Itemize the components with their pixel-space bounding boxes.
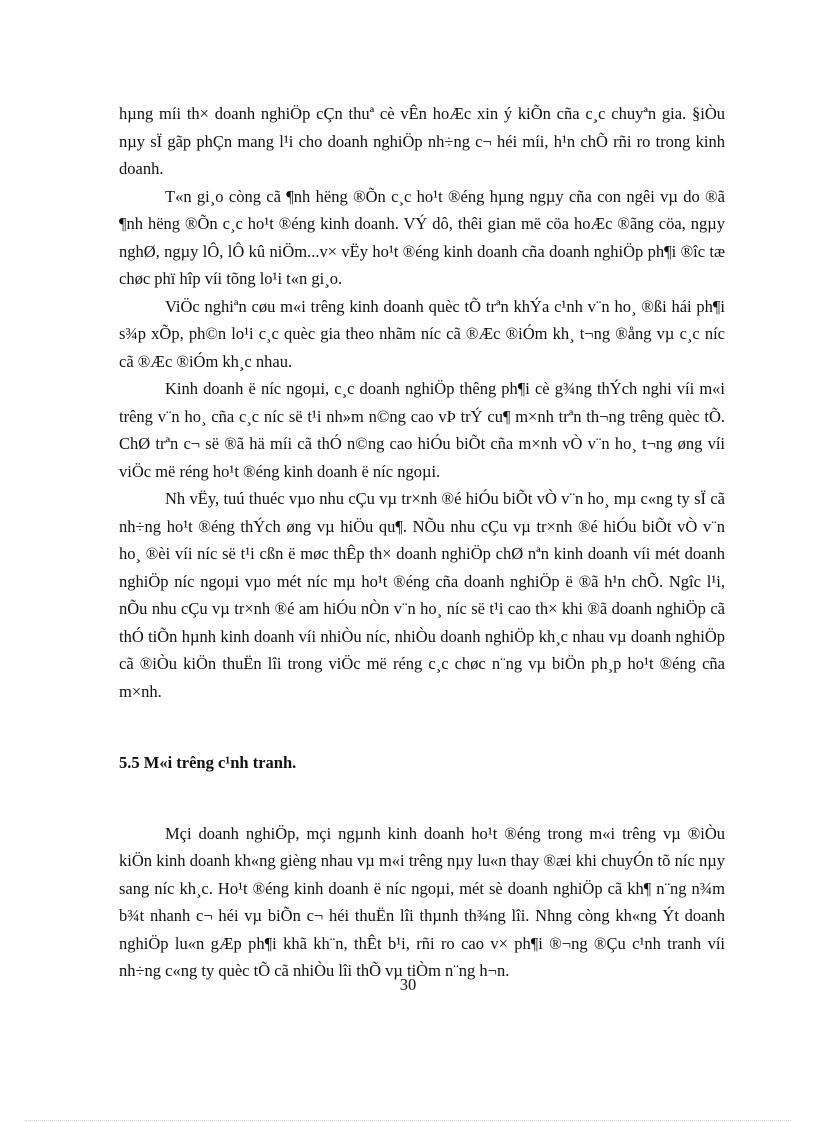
body-paragraph: ViÖc nghiªn cøu m«i trêng kinh doanh quèc tÕ trªn khÝa c¹nh v¨n ho¸ ®ßi hái ph¶i s¾p xÕp, ph©n lo¹i c¸c quèc gia theo nhãm níc cã ®Æc ®iÓm kh¸ t¬ng ®ång vµ c¸c níc cã ®Æc ®iÓm kh¸c nhau. (119, 296, 725, 371)
body-paragraph: Mçi doanh nghiÖp, mçi ngµnh kinh doanh ho¹t ®éng trong m«i trêng vµ ®iÒu kiÖn kinh doanh kh«ng gièng nhau vµ m«i trêng nµy lu«n thay ®æi khi chuyÓn tõ níc nµy sang níc kh¸c. Ho¹t ®éng kinh doanh ë níc ngoµi, mét sè doanh nghiÖp cã kh¶ n¨ng n¾m b¾t nhanh c¬ héi vµ biÕn c¬ héi thuËn lîi thµnh th¾ng lîi. Nhng còng kh«ng Ýt doanh nghiÖp lu«n gÆp ph¶i khã kh¨n, thÊt b¹i, rñi ro cao v× ph¶i ®¬ng ®Çu c¹nh tranh víi nh÷ng c«ng ty quèc tÕ cã nhiÒu lîi thÕ vµ tiÒm n¨ng h¬n. (119, 823, 725, 980)
body-paragraph: Kinh doanh ë níc ngoµi, c¸c doanh nghiÖp thêng ph¶i cè g¾ng thÝch nghi víi m«i trêng v¨n ho¸ cña c¸c níc së t¹i nh»m n©ng cao vÞ trÝ cu¶ m×nh trªn th¬ng trêng quèc tÕ. ChØ trªn c¬ së ®ã hä míi cã thÓ n©ng cao hiÓu biÕt cña m×nh vÒ v¨n ho¸ t¬ng øng víi viÖc më réng ho¹t ®éng kinh doanh ë níc ngoµi. (119, 379, 725, 481)
page-number: 30 (399, 975, 417, 994)
body-paragraph: Nh vËy, tuú thuéc vµo nhu cÇu vµ tr×nh ®é hiÓu biÕt vÒ v¨n ho¸ mµ c«ng ty sÏ cã nh÷ng ho¹t ®éng thÝch øng vµ hiÖu qu¶. NÕu nhu cÇu vµ tr×nh ®é hiÓu biÕt vÒ v¨n ho¸ ®èi víi níc së t¹i cßn ë møc thÊp th× doanh nghiÖp chØ nªn kinh doanh víi mét doanh nghiÖp níc ngoµi vµo mét níc mµ ho¹t ®éng cña doanh nghiÖp ë ®ã h¹n chÕ. Ngîc l¹i, nÕu nhu cÇu vµ tr×nh ®é am hiÓu nÒn v¨n ho¸ níc së t¹i cao th× khi ®ã doanh nghiÖp cã thÓ tiÕn hµnh kinh doanh víi nhiÒu níc, nhiÒu doanh nghiÖp kh¸c nhau vµ doanh nghiÖp cã ®iÒu kiÖn thuËn lîi trong viÖc më réng c¸c chøc n¨ng vµ biÖn ph¸p ho¹t ®éng cña m×nh. (119, 489, 725, 701)
body-paragraph: T«n gi¸o còng cã ¶nh hëng ®Õn c¸c ho¹t ®éng hµng ngµy cña con ngêi vµ do ®ã ¶nh hëng ®Õn c¸c ho¹t ®éng kinh doanh. VÝ dô, thêi gian më cöa hoÆc ®ãng cöa, ngµy nghØ, ngµy lÔ, lÔ kû niÖm...v× vËy ho¹t ®éng kinh doanh cña doanh nghiÖp ph¶i ®îc tæ chøc phï hîp víi tõng lo¹i t«n gi¸o. (119, 186, 725, 288)
body-paragraph: hµng míi th× doanh nghiÖp cÇn thuª cè vÊn hoÆc xin ý kiÕn cña c¸c chuyªn gia. §iÒu nµy sÏ gãp phÇn mang l¹i cho doanh nghiÖp nh÷ng c¬ héi míi, h¹n chÕ rñi ro trong kinh doanh. (119, 104, 725, 178)
page-bottom-divider (25, 1120, 791, 1121)
page-body (119, 100, 725, 985)
section-heading: 5.5 M«i trêng c¹nh tranh. (119, 753, 297, 772)
